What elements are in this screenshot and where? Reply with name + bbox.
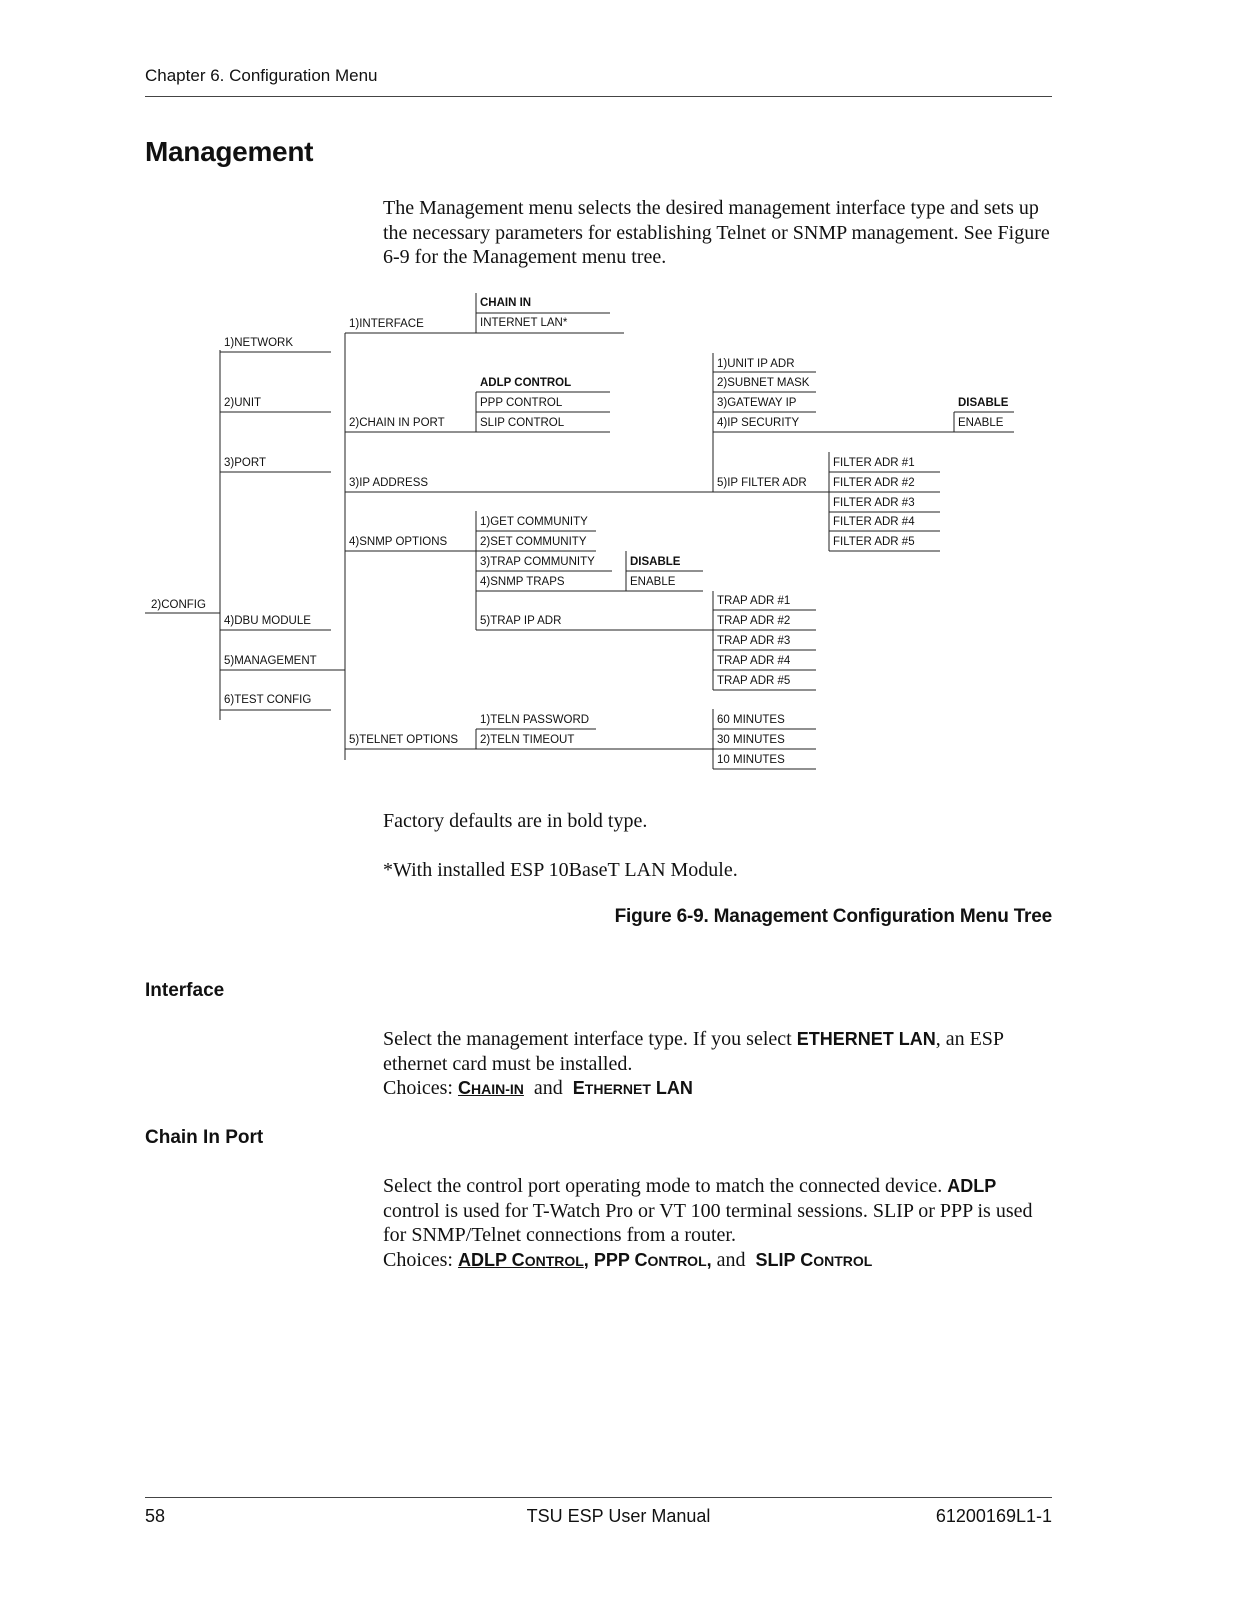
trap-adr-1: TRAP ADR #1 <box>717 595 791 607</box>
teln-password: 1)TELN PASSWORD <box>480 714 590 726</box>
node-network: 1)NETWORK <box>224 337 293 349</box>
node-interface: 1)INTERFACE <box>349 318 424 330</box>
node-dbu-module: 4)DBU MODULE <box>224 615 311 627</box>
asterisk-note: *With installed ESP 10BaseT LAN Module. <box>383 859 738 881</box>
ip-unit-ip-adr: 1)UNIT IP ADR <box>717 358 795 370</box>
interface-paragraph: Select the management interface type. If you select ETHERNET LAN, an ESP ethernet card must be installed. Choices: CHAIN-IN and ETHERNET LAN <box>383 1028 1004 1099</box>
node-port: 3)PORT <box>224 457 266 469</box>
ip-security: 4)IP SECURITY <box>717 417 800 429</box>
ip-gateway-ip: 3)GATEWAY IP <box>717 397 797 409</box>
opt-internet-lan: INTERNET LAN* <box>480 317 568 329</box>
snmp-traps: 4)SNMP TRAPS <box>480 576 565 588</box>
timeout-30: 30 MINUTES <box>717 734 785 746</box>
timeout-10: 10 MINUTES <box>717 754 785 766</box>
ip-subnet-mask: 2)SUBNET MASK <box>717 377 810 389</box>
node-chain-in-port: 2)CHAIN IN PORT <box>349 417 445 429</box>
interface-heading: Interface <box>145 980 225 1001</box>
node-snmp-options: 4)SNMP OPTIONS <box>349 536 448 548</box>
figure-caption: Figure 6-9. Management Configuration Menu Tree <box>614 906 1052 927</box>
trap-adr-5: TRAP ADR #5 <box>717 675 791 687</box>
trap-enable: ENABLE <box>630 576 676 588</box>
opt-ppp-control: PPP CONTROL <box>480 397 563 409</box>
filter-1: FILTER ADR #1 <box>833 457 915 469</box>
footer-rule <box>145 1497 1052 1498</box>
filter-2: FILTER ADR #2 <box>833 477 915 489</box>
timeout-60: 60 MINUTES <box>717 714 785 726</box>
filter-3: FILTER ADR #3 <box>833 497 915 509</box>
node-config: 2)CONFIG <box>151 599 206 611</box>
node-unit: 2)UNIT <box>224 397 262 409</box>
chain-in-port-heading: Chain In Port <box>145 1127 264 1148</box>
trap-disable: DISABLE <box>630 556 681 568</box>
chapter-header: Chapter 6. Configuration Menu <box>145 66 378 85</box>
header-rule <box>145 96 1052 97</box>
snmp-trap-ip-adr: 5)TRAP IP ADR <box>480 615 562 627</box>
trap-adr-4: TRAP ADR #4 <box>717 655 791 667</box>
opt-slip-control: SLIP CONTROL <box>480 417 565 429</box>
node-telnet-options: 5)TELNET OPTIONS <box>349 734 459 746</box>
filter-5: FILTER ADR #5 <box>833 536 915 548</box>
section-title: Management <box>145 136 314 167</box>
snmp-get-community: 1)GET COMMUNITY <box>480 516 588 528</box>
node-ip-address: 3)IP ADDRESS <box>349 477 429 489</box>
teln-timeout: 2)TELN TIMEOUT <box>480 734 575 746</box>
opt-adlp-control: ADLP CONTROL <box>480 377 572 389</box>
chain-in-port-paragraph: Select the control port operating mode to match the connected device. ADLP control is used for T-Watch Pro or VT 100 terminal sessions. SLIP or PPP is used for SNMP/Telnet connections from a router. Choices: ADLP CONTROL, PPP CONTROL, and SLIP CONTROL <box>383 1175 1033 1271</box>
page-number: 58 <box>145 1506 166 1526</box>
intro-paragraph: The Management menu selects the desired management interface type and sets up the necessary parameters for establishing Telnet or SNMP management. See Figure 6-9 for the Management menu tree. <box>383 197 1050 268</box>
sec-enable: ENABLE <box>958 417 1004 429</box>
opt-chain-in: CHAIN IN <box>480 297 532 309</box>
manual-title: TSU ESP User Manual <box>526 1506 711 1526</box>
defaults-note: Factory defaults are in bold type. <box>383 810 648 832</box>
document-number: 61200169L1-1 <box>935 1506 1052 1526</box>
snmp-trap-community: 3)TRAP COMMUNITY <box>480 556 595 568</box>
menu-tree-diagram <box>0 290 1237 780</box>
ip-filter-adr: 5)IP FILTER ADR <box>717 477 807 489</box>
snmp-set-community: 2)SET COMMUNITY <box>480 536 587 548</box>
trap-adr-3: TRAP ADR #3 <box>717 635 791 647</box>
trap-adr-2: TRAP ADR #2 <box>717 615 791 627</box>
sec-disable: DISABLE <box>958 397 1009 409</box>
node-management: 5)MANAGEMENT <box>224 655 317 667</box>
node-test-config: 6)TEST CONFIG <box>224 694 312 706</box>
filter-4: FILTER ADR #4 <box>833 516 915 528</box>
